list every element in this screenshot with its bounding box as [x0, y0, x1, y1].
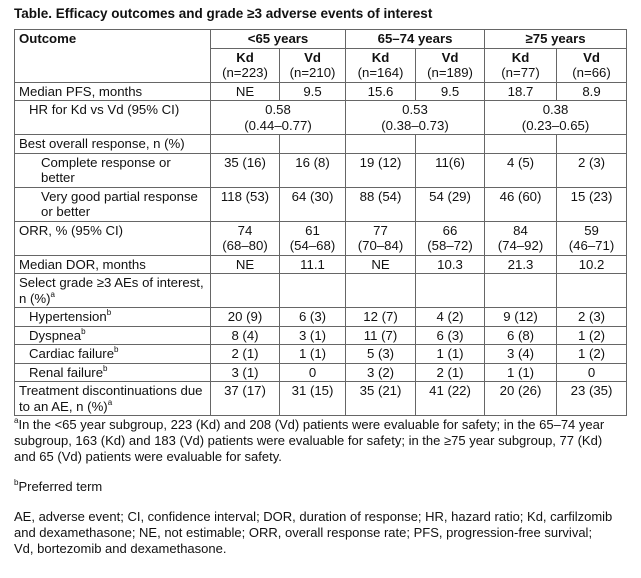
table-cell-empty: [485, 274, 557, 308]
row-label-text: Hypertension: [29, 309, 107, 324]
table-cell: 31 (15): [280, 382, 346, 416]
table-cell: [211, 221, 280, 255]
table-cell: 11.1: [280, 255, 346, 274]
footnote-mark: a: [107, 397, 113, 407]
table-cell: 15 (23): [557, 187, 627, 221]
table-cell: 12 (7): [346, 308, 416, 327]
table-cell: 3 (1): [280, 326, 346, 345]
table-cell: 9.5: [416, 82, 485, 101]
table-cell-empty: [211, 274, 280, 308]
table-cell-empty: [346, 135, 416, 154]
row-label: [15, 187, 211, 221]
table-cell: 3 (2): [346, 363, 416, 382]
table-cell: 2 (3): [557, 153, 627, 187]
arm-label: Kd: [236, 49, 254, 65]
table-cell: 1 (2): [557, 326, 627, 345]
table-cell: 88 (54): [346, 187, 416, 221]
row-label: [15, 326, 211, 345]
arm-label: Kd: [371, 49, 390, 65]
table-cell-empty: [416, 274, 485, 308]
table-cell-empty: [280, 274, 346, 308]
cell-value: 0.58: [265, 102, 291, 117]
cell-value: 84: [513, 222, 528, 238]
footnote-b-text: Preferred term: [18, 479, 103, 494]
table-cell: 6 (3): [280, 308, 346, 327]
table-cell: NE: [211, 255, 280, 274]
footnote-mark: b: [114, 345, 119, 354]
footnote-b: [14, 479, 614, 495]
arm-label: Vd: [583, 49, 600, 65]
table-cell: 5 (3): [346, 345, 416, 364]
header-row-groups: [15, 30, 627, 49]
footnote-mark: b: [103, 363, 108, 373]
table-cell: 18.7: [485, 82, 557, 101]
cell-ci: (70–84): [357, 238, 404, 253]
table-cell: [211, 101, 346, 135]
table-cell: [280, 221, 346, 255]
table-cell-empty: [211, 135, 280, 154]
table-cell-empty: [557, 274, 627, 308]
table-cell: 4 (5): [485, 153, 557, 187]
row-label-text: Cardiac failure: [29, 346, 115, 361]
table-cell: 41 (22): [416, 382, 485, 416]
table-cell: 9.5: [280, 82, 346, 101]
row-label: [15, 363, 211, 382]
row-label: [15, 153, 211, 187]
table-cell: 35 (16): [211, 153, 280, 187]
row-label-text: ORR, % (95% CI): [19, 222, 124, 238]
table-row-ae: [15, 274, 627, 308]
cell-value: 0.38: [542, 102, 569, 117]
table-cell: 118 (53): [211, 187, 280, 221]
table-cell: 3 (4): [485, 345, 557, 364]
table-cell: 1 (1): [416, 345, 485, 364]
cell-value: 77: [373, 222, 388, 238]
table-row-pfs: [15, 82, 627, 101]
cell-ci: (0.38–0.73): [381, 117, 449, 133]
table-cell: 10.2: [557, 255, 627, 274]
efficacy-table: [14, 29, 627, 416]
footnote-a-text: In the <65 year subgroup, 223 (Kd) and 208 (Vd) patients were evaluable for safety; in the 65–74 year subgroup, 163 (Kd) and 183 (Vd) patients were evaluable for safety; in the ≥75 year subgroup, 77 (Kd) and 65 (Vd) patients were evaluable for safety.: [14, 417, 605, 464]
table-cell: 23 (35): [557, 382, 627, 416]
table-cell: [485, 221, 557, 255]
cell-ci: (58–72): [427, 238, 473, 253]
table-cell: 64 (30): [280, 187, 346, 221]
header-outcome: Outcome: [15, 30, 211, 83]
table-row-hyp: [15, 308, 627, 327]
table-cell: [485, 101, 627, 135]
abbreviations: AE, adverse event; CI, confidence interval; DOR, duration of response; HR, hazard ratio; Kd, carfilzomib and dexamethasone; NE, not estimable; ORR, overall response rate; PFS, progression-free survival; Vd, bortezomib and dexamethasone.: [14, 509, 613, 556]
header-group: ≥75 years: [485, 30, 627, 49]
table-row-disc: [15, 382, 627, 416]
row-label: [15, 101, 211, 135]
table-row-renal: [15, 363, 627, 382]
arm-n: (n=189): [427, 65, 473, 80]
arm-label: Vd: [441, 49, 459, 65]
cell-value: 66: [442, 222, 458, 238]
row-label: [15, 221, 211, 255]
cell-ci: (54–68): [289, 238, 336, 253]
table-cell: 35 (21): [346, 382, 416, 416]
table-row-card: [15, 345, 627, 364]
table-cell-empty: [346, 274, 416, 308]
cell-value: 0.53: [402, 102, 428, 117]
table-cell: 0: [280, 363, 346, 382]
arm-n: (n=77): [501, 65, 540, 80]
footnote-mark: b: [106, 308, 112, 317]
row-label-text: Median PFS, months: [19, 83, 143, 99]
table-cell: 10.3: [416, 255, 485, 274]
table-cell: 6 (3): [416, 326, 485, 345]
table-row-orr: [15, 221, 627, 255]
table-cell: 54 (29): [416, 187, 485, 221]
cell-ci: (74–92): [497, 238, 544, 253]
table-cell: 4 (2): [416, 308, 485, 327]
row-label-text: Very good partial response or better: [41, 188, 198, 219]
cell-ci: (0.23–0.65): [521, 117, 590, 133]
footnote-mark: b: [81, 326, 86, 336]
arm-n: (n=210): [289, 65, 336, 80]
footnote-mark: a: [14, 416, 19, 425]
table-cell: 2 (1): [211, 345, 280, 364]
footnote-mark: b: [14, 478, 19, 487]
footnote-mark: a: [50, 289, 55, 299]
row-label-text: Dyspnea: [29, 327, 82, 343]
header-arm: [346, 48, 416, 82]
table-cell: [346, 101, 485, 135]
cell-ci: (46–71): [568, 238, 615, 253]
row-label-text: Treatment discontinuations due to an AE, n (%): [19, 383, 203, 414]
row-label-text: Best overall response, n (%): [19, 136, 185, 151]
row-label-text: Median DOR, months: [19, 256, 146, 272]
row-label: [15, 345, 211, 364]
footnotes: [14, 417, 614, 557]
table-cell: 8 (4): [211, 326, 280, 345]
table-cell: NE: [346, 255, 416, 274]
table-cell: 2 (1): [416, 363, 485, 382]
table-cell: 19 (12): [346, 153, 416, 187]
row-label: [15, 135, 211, 154]
table-cell: 6 (8): [485, 326, 557, 345]
table-row-vgpr: [15, 187, 627, 221]
header-arm: [485, 48, 557, 82]
table-cell-empty: [280, 135, 346, 154]
header-group: <65 years: [211, 30, 346, 49]
row-label-text: Complete response or better: [41, 154, 171, 185]
table-cell-empty: [416, 135, 485, 154]
row-label: [15, 382, 211, 416]
table-title: Table. Efficacy outcomes and grade ≥3 adverse events of interest: [14, 6, 433, 21]
table-cell: 1 (1): [280, 345, 346, 364]
table-cell: 0: [557, 363, 627, 382]
header-arm: [557, 48, 627, 82]
table-cell: 37 (17): [211, 382, 280, 416]
table-row-cr: [15, 153, 627, 187]
table-cell: 20 (9): [211, 308, 280, 327]
table-cell: 20 (26): [485, 382, 557, 416]
header-arm: [280, 48, 346, 82]
cell-value: 59: [584, 222, 599, 238]
row-label: [15, 308, 211, 327]
table-cell: 21.3: [485, 255, 557, 274]
cell-value: 74: [237, 222, 253, 238]
table-cell: 1 (2): [557, 345, 627, 364]
table-cell: 11(6): [416, 153, 485, 187]
header-arm: [416, 48, 485, 82]
table-cell: [416, 221, 485, 255]
table-cell: 15.6: [346, 82, 416, 101]
arm-label: Vd: [304, 49, 321, 65]
header-group: 65–74 years: [346, 30, 485, 49]
arm-label: Kd: [511, 49, 530, 65]
table-cell: 3 (1): [211, 363, 280, 382]
table-row-dor: [15, 255, 627, 274]
row-label-text: Renal failure: [29, 364, 104, 380]
cell-ci: (68–80): [222, 238, 268, 253]
table-cell-empty: [485, 135, 557, 154]
table-cell-empty: [557, 135, 627, 154]
table-row-bor: [15, 135, 627, 154]
table-cell: 2 (3): [557, 308, 627, 327]
cell-ci: (0.44–0.77): [244, 117, 312, 133]
row-label-text: HR for Kd vs Vd (95% CI): [29, 102, 180, 117]
table-cell: 11 (7): [346, 326, 416, 345]
table-row-dysp: [15, 326, 627, 345]
arm-n: (n=223): [222, 65, 268, 80]
cell-value: 61: [305, 222, 320, 238]
row-label: [15, 274, 211, 308]
table-cell: 8.9: [557, 82, 627, 101]
table-cell: 46 (60): [485, 187, 557, 221]
table-cell: NE: [211, 82, 280, 101]
arm-n: (n=66): [572, 65, 611, 80]
row-label: [15, 82, 211, 101]
row-label: [15, 255, 211, 274]
arm-n: (n=164): [357, 65, 404, 80]
row-label-text: Select grade ≥3 AEs of interest, n (%): [19, 275, 204, 306]
table-row-hr: [15, 101, 627, 135]
footnote-a: [14, 417, 614, 465]
table-cell: [346, 221, 416, 255]
header-arm: [211, 48, 280, 82]
table-cell: 9 (12): [485, 308, 557, 327]
table-cell: 16 (8): [280, 153, 346, 187]
table-cell: 1 (1): [485, 363, 557, 382]
table-cell: [557, 221, 627, 255]
